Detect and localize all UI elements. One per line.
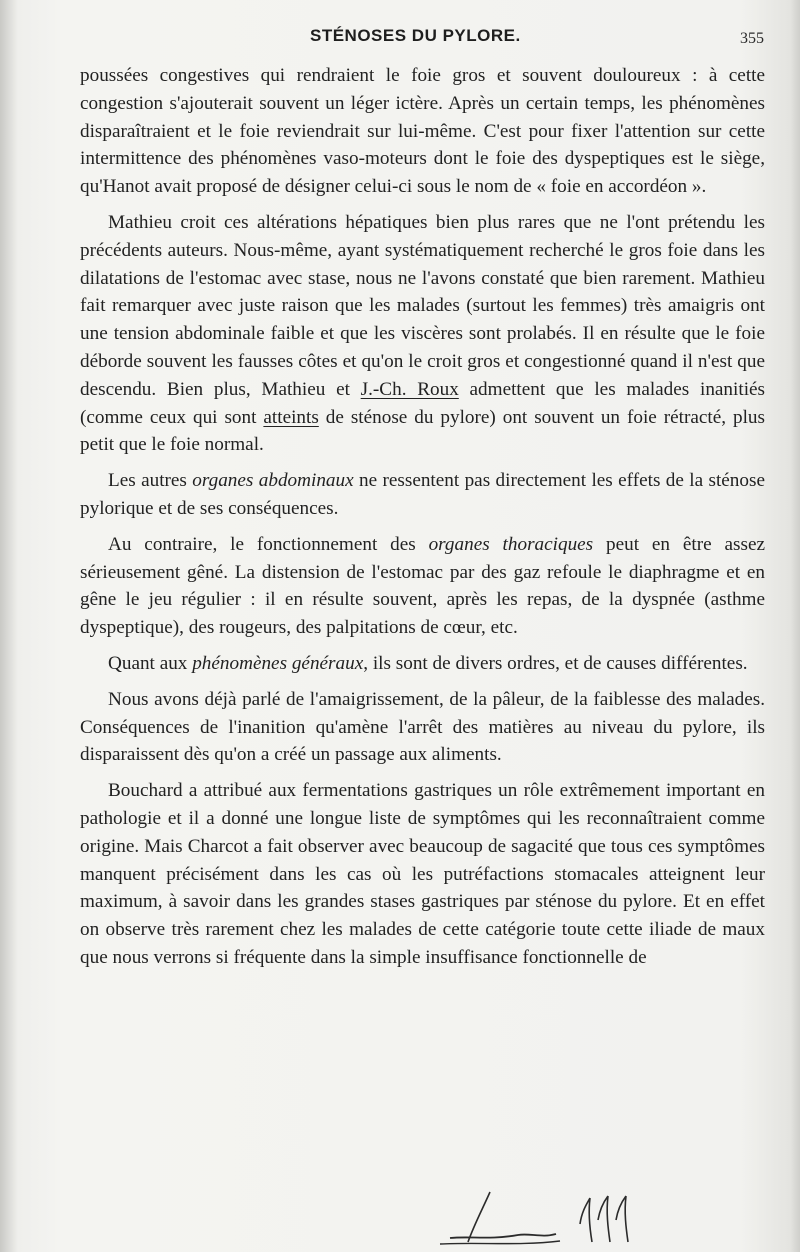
running-title: STÉNOSES DU PYLORE. <box>310 26 521 45</box>
text-segment: de sténose du pylore) ont souvent un foie rétracté, plus petit que le foie normal. <box>80 406 765 456</box>
italic-text: organes abdominaux <box>192 470 354 492</box>
text-segment: Au contraire, le fonctionnement des <box>108 533 429 555</box>
text-segment: ne ressentent pas directement les effets de la sténose pylorique et de ses conséquences. <box>80 470 765 519</box>
paragraph <box>80 777 765 972</box>
paragraph <box>80 209 765 459</box>
text-segment: peut en être assez sérieusement gêné. La distension de l'estomac par des gaz refoule le diaphragme et en gêne le jeu régulier : il en résulte souvent, après les repas, de la dyspnée (asthme dyspeptique), des rougeurs, des palpitations de cœur, etc. <box>80 533 765 639</box>
text-segment: poussées congestives qui rendraient le foie gros et souvent douloureux : à cette congestion s'ajouterait souvent un léger ictère. Après un certain temps, les phénomènes disparaîtraient et le foie reviendrait sur lui-même. C'est pour fixer l'attention sur cette intermittence des phénomènes vaso-moteurs dont le foie des dyspeptiques est le siège, qu'Hanot avait proposé de désigner celui-ci sous le nom de « foie en accordéon ». <box>80 65 765 198</box>
paragraph <box>80 650 765 678</box>
underlined-text: J.-Ch. Roux <box>360 378 459 400</box>
handwritten-scribble <box>430 1180 650 1250</box>
text-segment: Bouchard a attribué aux fermentations gastriques un rôle extrêmement important en pathologie et il a donné une longue liste de symptômes qui les reconnaîtraient comme origine. Mais Charcot a fait observer avec beaucoup de sagacité que tous ces symptômes manquent précisément dans les cas où les putréfactions stomacales atteignent leur maximum, à savoir dans les grandes stases gastriques par sténose du pylore. Et en effet on observe très rarement chez les malades de cette catégorie toute cette iliade de maux que nous verrons si fréquente dans la simple insuffisance fonctionnelle de <box>80 780 765 968</box>
paragraph <box>80 62 765 201</box>
page-header <box>0 26 800 52</box>
text-segment: Mathieu croit ces altérations hépatiques bien plus rares que ne l'ont prétendu les précédents auteurs. Nous-même, ayant systématiquement recherché le gros foie dans les dilatations de l'estomac avec stase, nous ne l'avons constaté que bien rarement. Mathieu fait remarquer avec juste raison que les malades (surtout les femmes) très amaigris ont une tension abdominale faible et que les viscères sont prolabés. Il en résulte que le foie déborde souvent les fausses côtes et qu'on le croit gros et congestionné quand il n'est que descendu. Bien plus, Mathieu et <box>80 211 765 400</box>
italic-text: organes thoraciques <box>428 533 594 555</box>
body-text <box>80 62 765 980</box>
text-segment: Nous avons déjà parlé de l'amaigrissement, de la pâleur, de la faiblesse des malades. Conséquences de l'inanition qu'amène l'arrêt des matières au niveau du pylore, ils disparaissent dès qu'on a créé un passage aux aliments. <box>80 688 765 766</box>
handwritten-annotation <box>430 1180 650 1250</box>
text-segment: Quant aux <box>108 652 193 674</box>
text-segment: Les autres <box>108 470 193 492</box>
text-segment: , ils sont de divers ordres, et de causes différentes. <box>363 652 748 674</box>
paragraph <box>80 467 765 523</box>
italic-text: phénomènes généraux <box>192 652 364 674</box>
underlined-text: atteints <box>263 406 319 428</box>
text-segment: admettent que les malades inanitiés (comme ceux qui sont <box>80 378 766 428</box>
paragraph <box>80 686 765 769</box>
paragraph <box>80 531 765 642</box>
page-number: 355 <box>740 30 764 47</box>
